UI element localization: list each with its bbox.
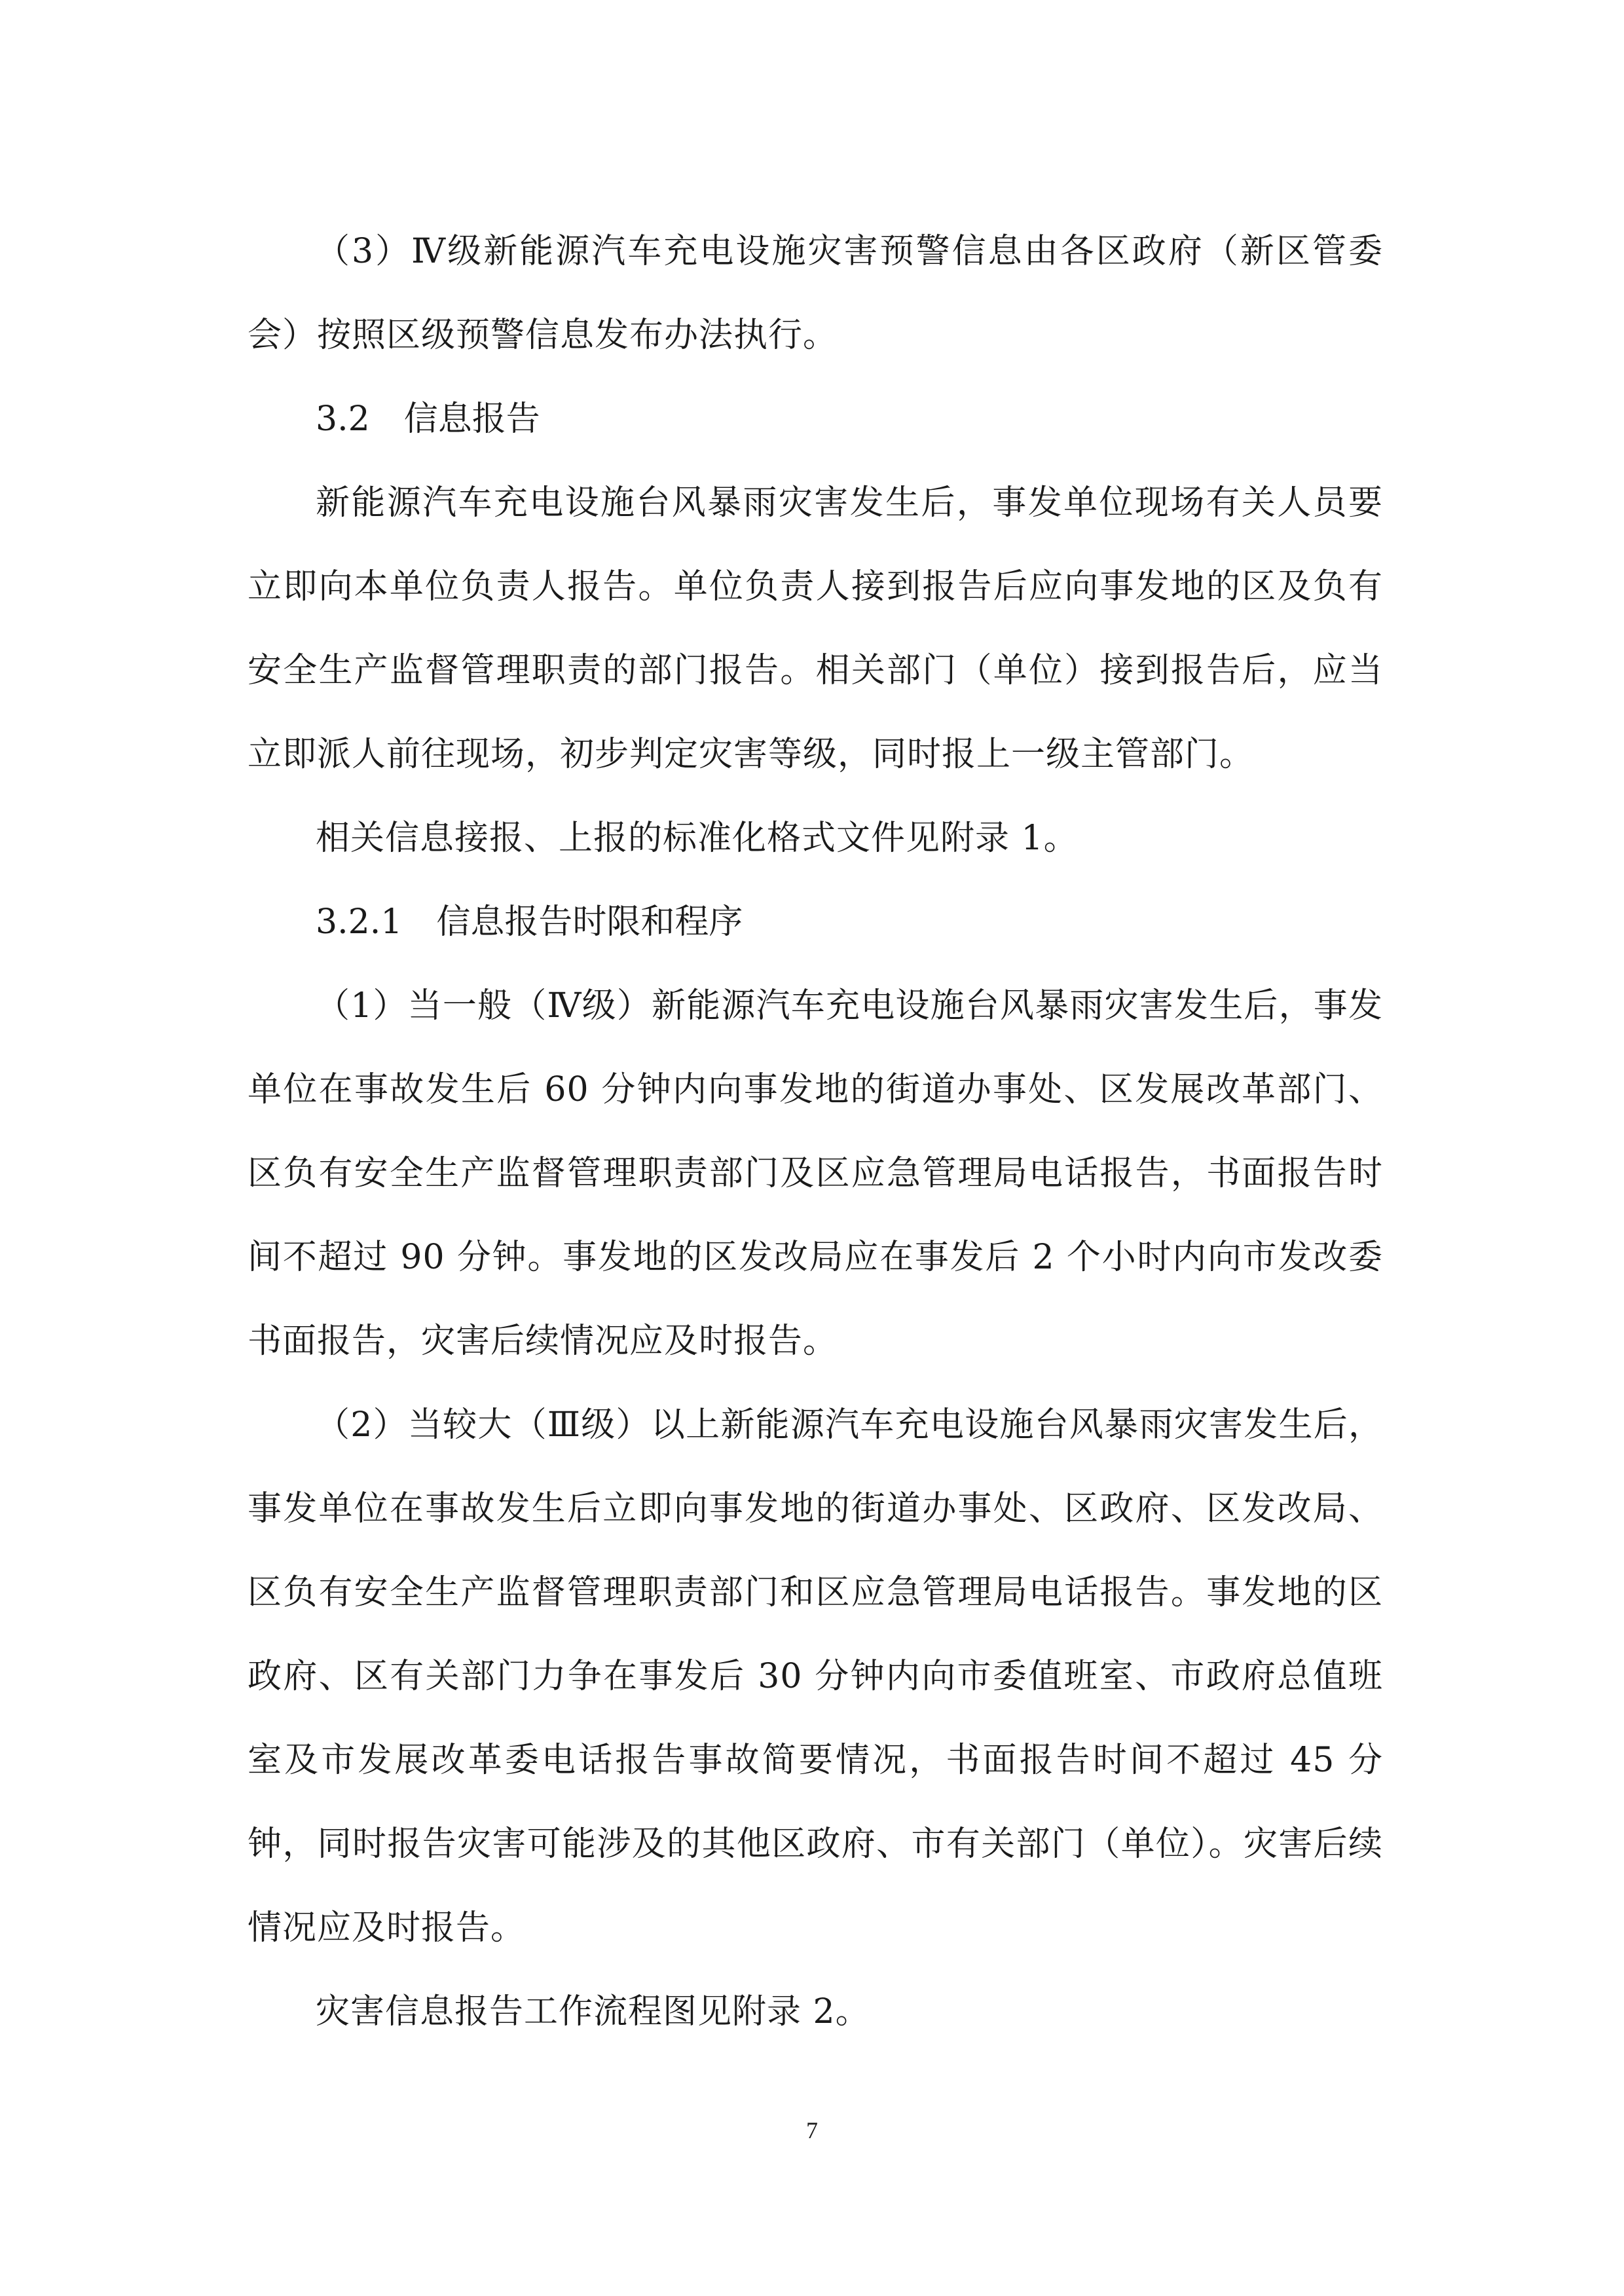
section-heading-3-2-1 xyxy=(248,880,1383,964)
section-number: 3.2.1 xyxy=(316,902,403,942)
section-title: 信息报告 xyxy=(403,399,540,439)
page-number: 7 xyxy=(806,2117,818,2143)
section-number: 3.2 xyxy=(316,399,370,439)
section-title: 信息报告时限和程序 xyxy=(436,902,743,942)
paragraph-appendix-1-reference: 相关信息接报、上报的标准化格式文件见附录 1。 xyxy=(316,819,1079,858)
paragraph-information-report: 新能源汽车充电设施台风暴雨灾害发生后，事发单位现场有关人员要立即向本单位负责人报告。单位负责人接到报告后应向事发地的区及负有安全生产监督管理职责的部门报告。相关部门（单位）接到报告后，应当立即派人前往现场，初步判定灾害等级，同时报上一级主管部门。 xyxy=(248,483,1383,774)
section-heading-3-2 xyxy=(248,377,1383,461)
document-body xyxy=(248,210,1383,2054)
paragraph-general-level-procedure: （1）当一般（Ⅳ级）新能源汽车充电设施台风暴雨灾害发生后，事发单位在事故发生后 60 分钟内向事发地的街道办事处、区发展改革部门、区负有安全生产监督管理职责部门及区应急管理局电话报告，书面报告时间不超过 90 分钟。事发地的区发改局应在事发后 2 个小时内向市发改委书面报告，灾害后续情况应及时报告。 xyxy=(248,986,1383,1361)
paragraph-level4-warning: （3）Ⅳ级新能源汽车充电设施灾害预警信息由各区政府（新区管委会）按照区级预警信息发布办法执行。 xyxy=(248,232,1383,355)
paragraph-major-level-procedure: （2）当较大（Ⅲ级）以上新能源汽车充电设施台风暴雨灾害发生后，事发单位在事故发生后立即向事发地的街道办事处、区政府、区发改局、区负有安全生产监督管理职责部门和区应急管理局电话报告。事发地的区政府、区有关部门力争在事发后 30 分钟内向市委值班室、市政府总值班室及市发展改革委电话报告事故简要情况，书面报告时间不超过 45 分钟，同时报告灾害可能涉及的其他区政府、市有关部门（单位）。灾害后续情况应及时报告。 xyxy=(248,1405,1383,1948)
paragraph-appendix-2-reference: 灾害信息报告工作流程图见附录 2。 xyxy=(316,1992,870,2031)
